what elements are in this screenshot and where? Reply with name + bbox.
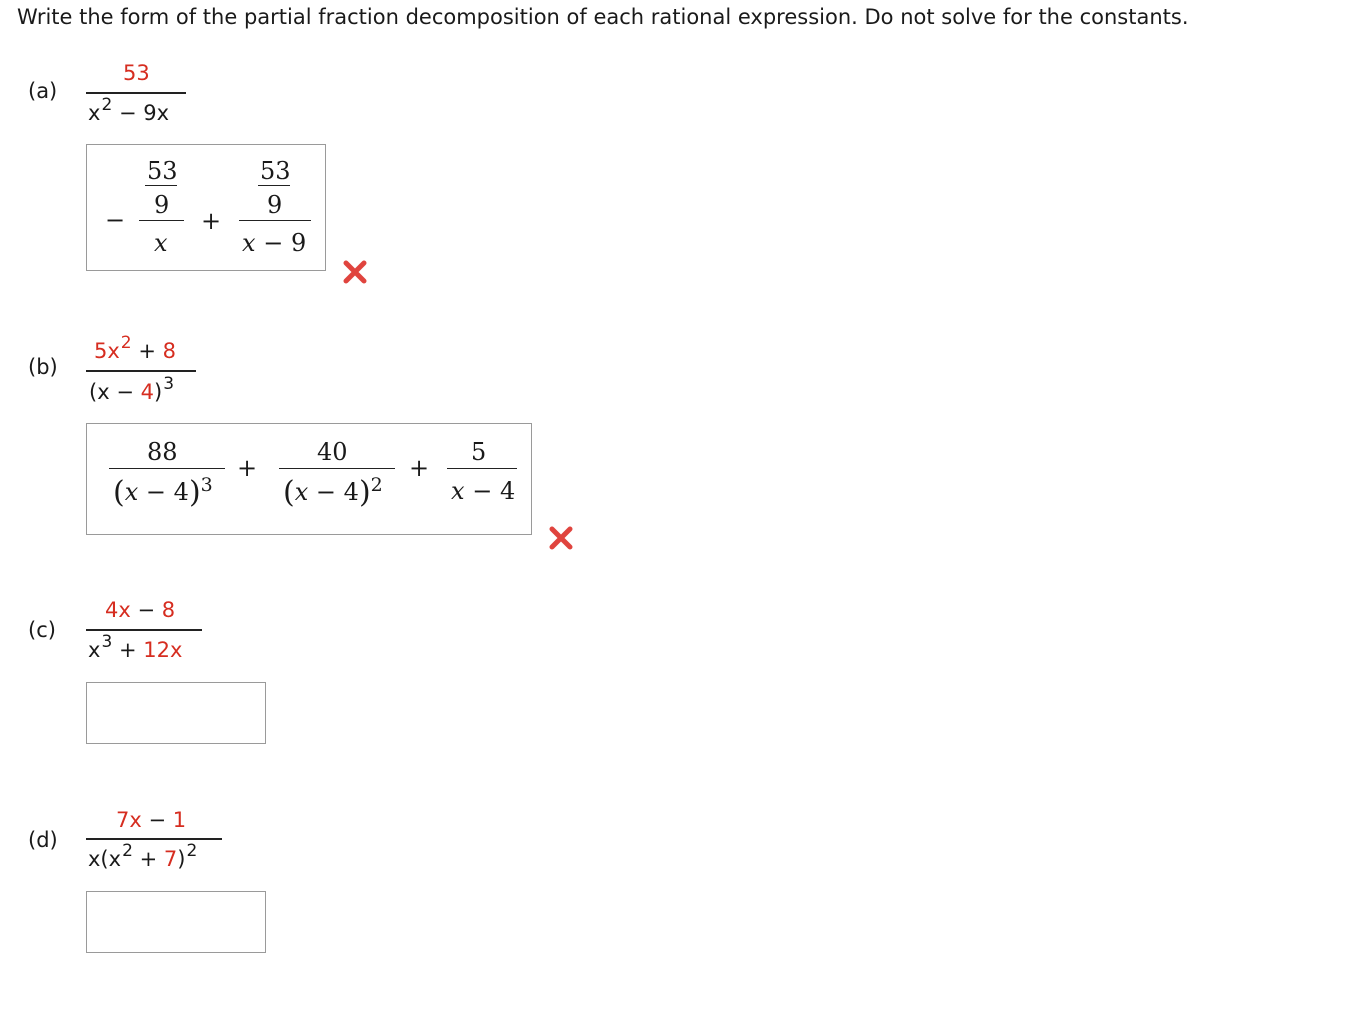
term1-inner-bar <box>145 185 177 186</box>
incorrect-x-icon <box>342 259 368 285</box>
term1-num: 88 <box>147 438 178 466</box>
leading-minus: − <box>105 206 126 234</box>
fraction-bar <box>86 838 222 840</box>
incorrect-x-icon <box>548 525 574 551</box>
term3-num: 5 <box>471 438 487 466</box>
problem-numerator: 53 <box>123 61 150 85</box>
plus-sign: + <box>201 207 222 235</box>
term2-num-bottom: 9 <box>267 191 283 219</box>
plus-sign-2: + <box>409 454 430 482</box>
term1-bar <box>109 468 225 469</box>
problem-denominator: $x^2 - 9x$ <box>88 95 170 125</box>
problem-label: (b) <box>28 355 58 379</box>
term2-inner-bar <box>258 185 290 186</box>
problem-label: (c) <box>28 618 56 642</box>
term2-num-top: 53 <box>260 157 291 185</box>
term2-den: x − 9 <box>242 229 307 257</box>
answer-box-a[interactable] <box>86 144 326 271</box>
problem-label: (a) <box>28 79 58 103</box>
term1-bar <box>139 220 184 221</box>
term1-den: $(x - 4)^3$ <box>113 474 213 510</box>
term2-bar <box>279 468 395 469</box>
problem-numerator: $5x^2 + 8$ <box>94 333 176 363</box>
answer-input-d[interactable] <box>86 891 266 953</box>
term1-num-bottom: 9 <box>154 191 170 219</box>
problem-numerator: 7x − 1 <box>116 808 187 832</box>
term1-num-top: 53 <box>147 157 178 185</box>
answer-input-c[interactable] <box>86 682 266 744</box>
problem-denominator: $(x - 4)^3$ <box>89 374 175 404</box>
problem-label: (d) <box>28 828 58 852</box>
problem-numerator: 4x − 8 <box>105 598 176 622</box>
instructions: Write the form of the partial fraction decomposition of each rational expression. Do not solve for the constants. <box>17 5 1189 29</box>
term3-den: x − 4 <box>451 477 516 505</box>
term2-num: 40 <box>317 438 348 466</box>
answer-box-b[interactable] <box>86 423 532 535</box>
fraction-bar <box>86 370 196 372</box>
plus-sign-1: + <box>237 454 258 482</box>
problem-denominator: $x(x^2 + 7)^2$ <box>88 841 198 871</box>
fraction-bar <box>86 629 202 631</box>
term2-bar <box>239 220 311 221</box>
fraction-bar <box>86 92 186 94</box>
term1-den: x <box>154 229 168 257</box>
term3-bar <box>447 468 517 469</box>
problem-denominator: $x^3 + 12x$ <box>88 632 183 662</box>
term2-den: $(x - 4)^2$ <box>283 474 383 510</box>
